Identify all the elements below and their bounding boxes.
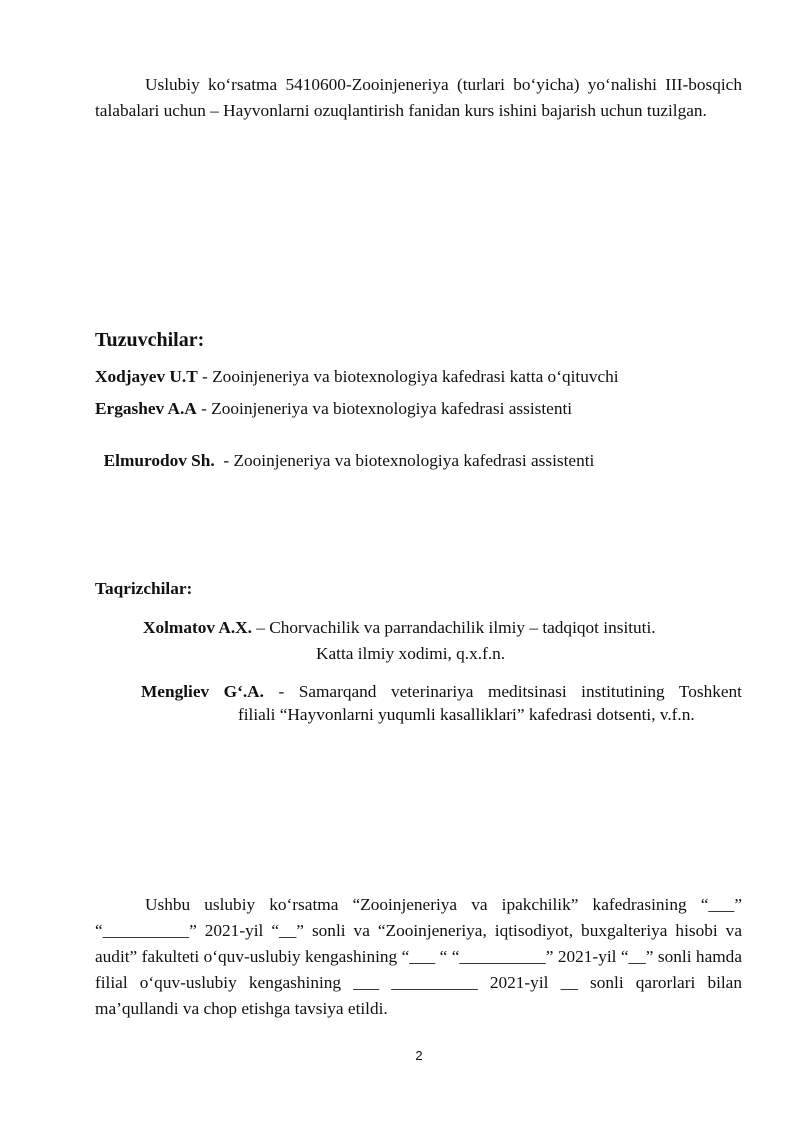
reviewer-title: filiali “Hayvonlarni yuqumli kasalliklari” kafedrasi dotsenti, v.f.n. (238, 705, 695, 724)
authors-heading: Tuzuvchilar: (95, 329, 205, 351)
author-entry (95, 399, 572, 419)
author-entry (95, 367, 619, 387)
reviewer-name: Xolmatov A.X. (143, 618, 252, 637)
author-name: Xodjayev U.T (95, 367, 198, 386)
author-desc: - Zooinjeneriya va biotexnologiya kafedrasi katta o‘qituvchi (197, 367, 619, 386)
reviewer-title: Katta ilmiy xodimi, q.x.f.n. (316, 644, 506, 663)
author-desc: - Zooinjeneriya va biotexnologiya kafedrasi assistenti (196, 399, 573, 418)
approval-paragraph: Ushbu uslubiy ko‘rsatma “Zooinjeneriya va ipakchilik” kafedrasining “___” “__________” 2021-yil “__” sonli va “Zooinjeneriya, iqtisodiyot, buxgalteriya hisobi va audit” fakulteti o‘quv-uslubiy kengashining “___ “ “__________” 2021-yil “__” sonli hamda filial o‘quv-uslubiy kengashining ___ __________ 2021-yil __ sonli qarorlari bilan ma’qullandi va chop etishga tavsiya etildi. (95, 895, 742, 1018)
author-name: Elmurodov Sh. (103, 451, 215, 470)
author-entry (95, 431, 594, 471)
author-desc: - Zooinjeneriya va biotexnologiya kafedrasi assistenti (214, 451, 595, 470)
reviewers-heading: Taqrizchilar: (95, 579, 193, 598)
reviewer-name: Mengliev G‘.A. (141, 682, 264, 701)
reviewer-entry (141, 682, 742, 702)
reviewer-desc: – Chorvachilik va parrandachilik ilmiy – tadqiqot insituti. (251, 618, 656, 637)
author-name: Ergashev A.A (95, 399, 197, 418)
reviewer-entry (143, 618, 656, 638)
page-number: 2 (415, 1048, 423, 1063)
reviewer-desc: - Samarqand veterinariya meditsinasi institutining Toshkent (263, 682, 742, 701)
intro-paragraph: Uslubiy ko‘rsatma 5410600-Zooinjeneriya (turlari bo‘yicha) yo‘nalishi III-bosqich talabalari uchun – Hayvonlarni ozuqlantirish fanidan kurs ishini bajarish uchun tuzilgan. (95, 75, 742, 120)
